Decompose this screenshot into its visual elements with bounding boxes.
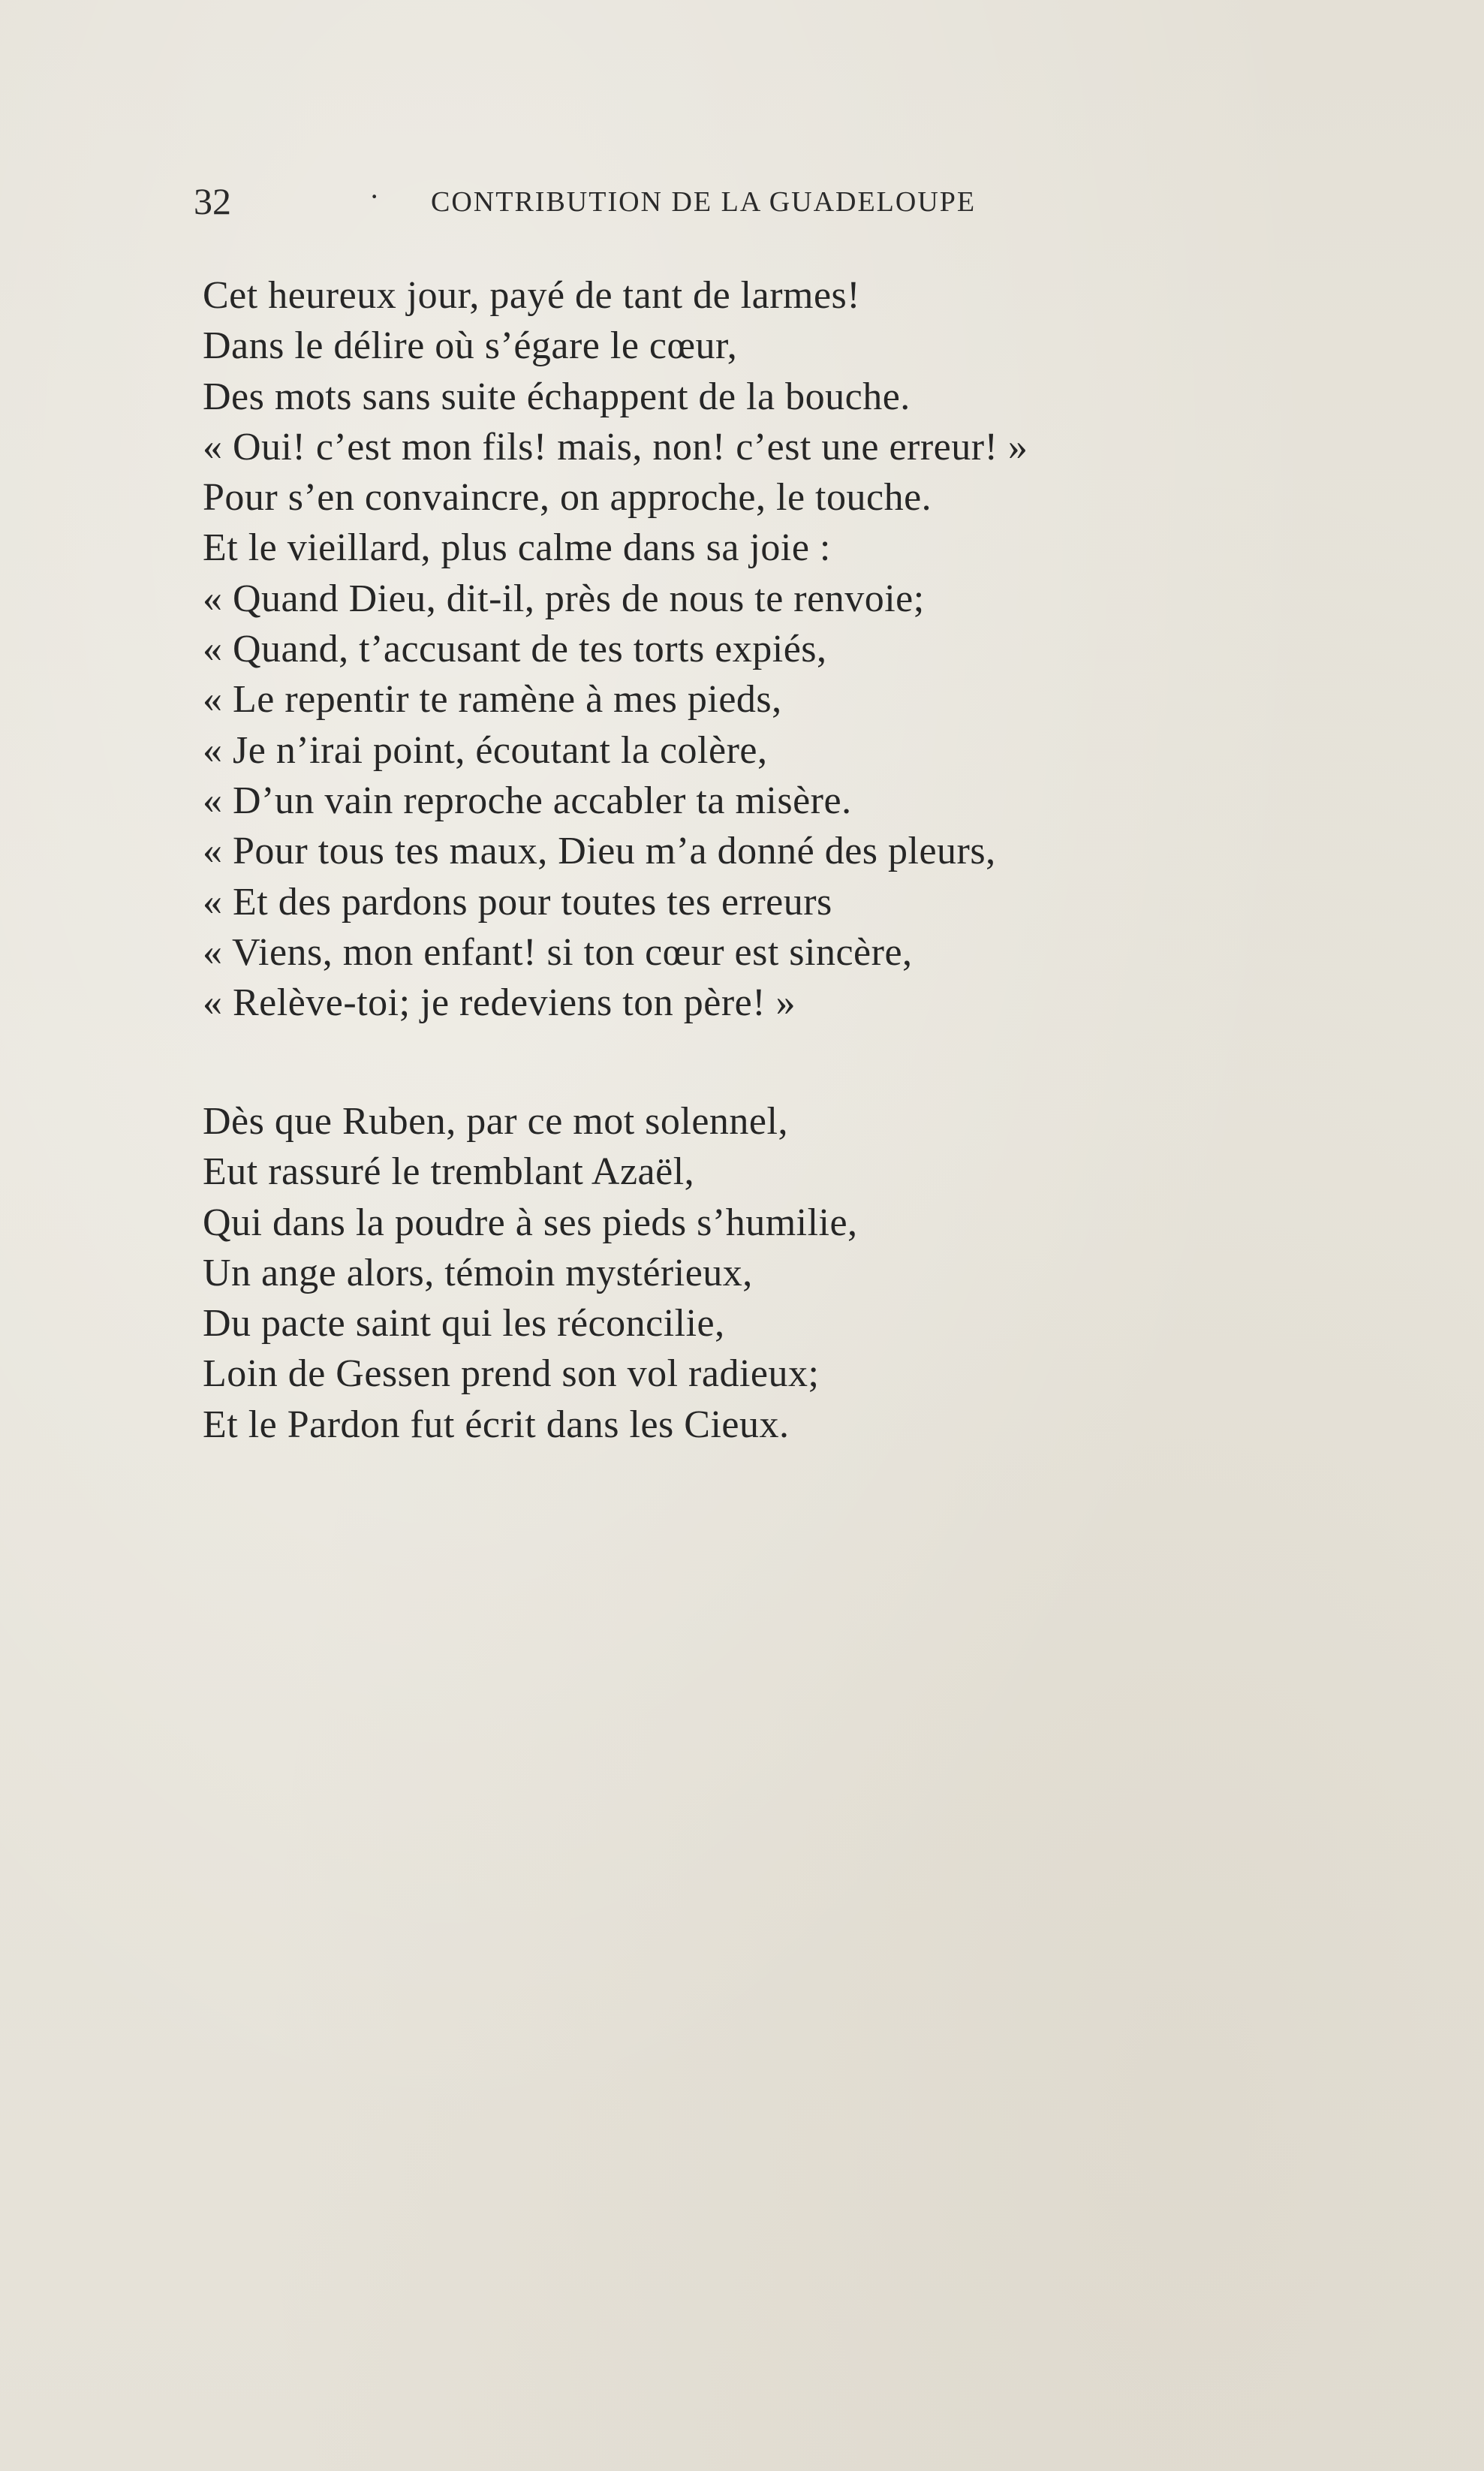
verse-line: « Je n’irai point, écoutant la colère, [203, 728, 768, 772]
verse-line: « Quand, t’accusant de tes torts expiés, [203, 628, 827, 671]
verse-line: Qui dans la poudre à ses pieds s’humilie, [203, 1201, 858, 1244]
stanza-1 [203, 270, 1374, 1028]
verse-line: « Pour tous tes maux, Dieu m’a donné des pleurs, [203, 830, 996, 873]
verse-line: Un ange alors, témoin mystérieux, [203, 1251, 753, 1294]
page-number: 32 [194, 180, 231, 222]
verse-line: « Relève-toi; je redeviens ton père! » [203, 981, 796, 1025]
verse-line: « Viens, mon enfant! si ton cœur est sincère, [203, 930, 913, 974]
verse-line: Dans le délire où s’égare le cœur, [203, 324, 738, 368]
running-head [194, 179, 1154, 224]
verse-line: « Quand Dieu, dit-il, près de nous te renvoie; [203, 577, 925, 620]
stanza-2 [203, 1096, 1374, 1450]
verse-line: Loin de Gessen prend son vol radieux; [203, 1352, 820, 1396]
verse-line: Eut rassuré le tremblant Azaël, [203, 1150, 695, 1194]
verse-line: « Oui! c’est mon fils! mais, non! c’est une erreur! » [203, 425, 1028, 469]
verse-line: « Et des pardons pour toutes tes erreurs [203, 880, 832, 924]
running-head-title: CONTRIBUTION DE LA GUADELOUPE [431, 186, 977, 218]
running-head-separator: · [369, 179, 380, 213]
verse-line: Pour s’en convaincre, on approche, le touche. [203, 476, 932, 520]
verse-line: « D’un vain reproche accabler ta misère. [203, 779, 852, 822]
verse-line: Dès que Ruben, par ce mot solennel, [203, 1100, 788, 1143]
verse-line: Et le vieillard, plus calme dans sa joie : [203, 526, 831, 570]
verse-line: « Le repentir te ramène à mes pieds, [203, 678, 782, 722]
verse-line: Du pacte saint qui les réconcilie, [203, 1302, 725, 1345]
verse-line: Cet heureux jour, payé de tant de larmes! [203, 274, 861, 317]
verse-line: Et le Pardon fut écrit dans les Cieux. [203, 1403, 790, 1446]
verse-line: Des mots sans suite échappent de la bouche. [203, 375, 911, 418]
